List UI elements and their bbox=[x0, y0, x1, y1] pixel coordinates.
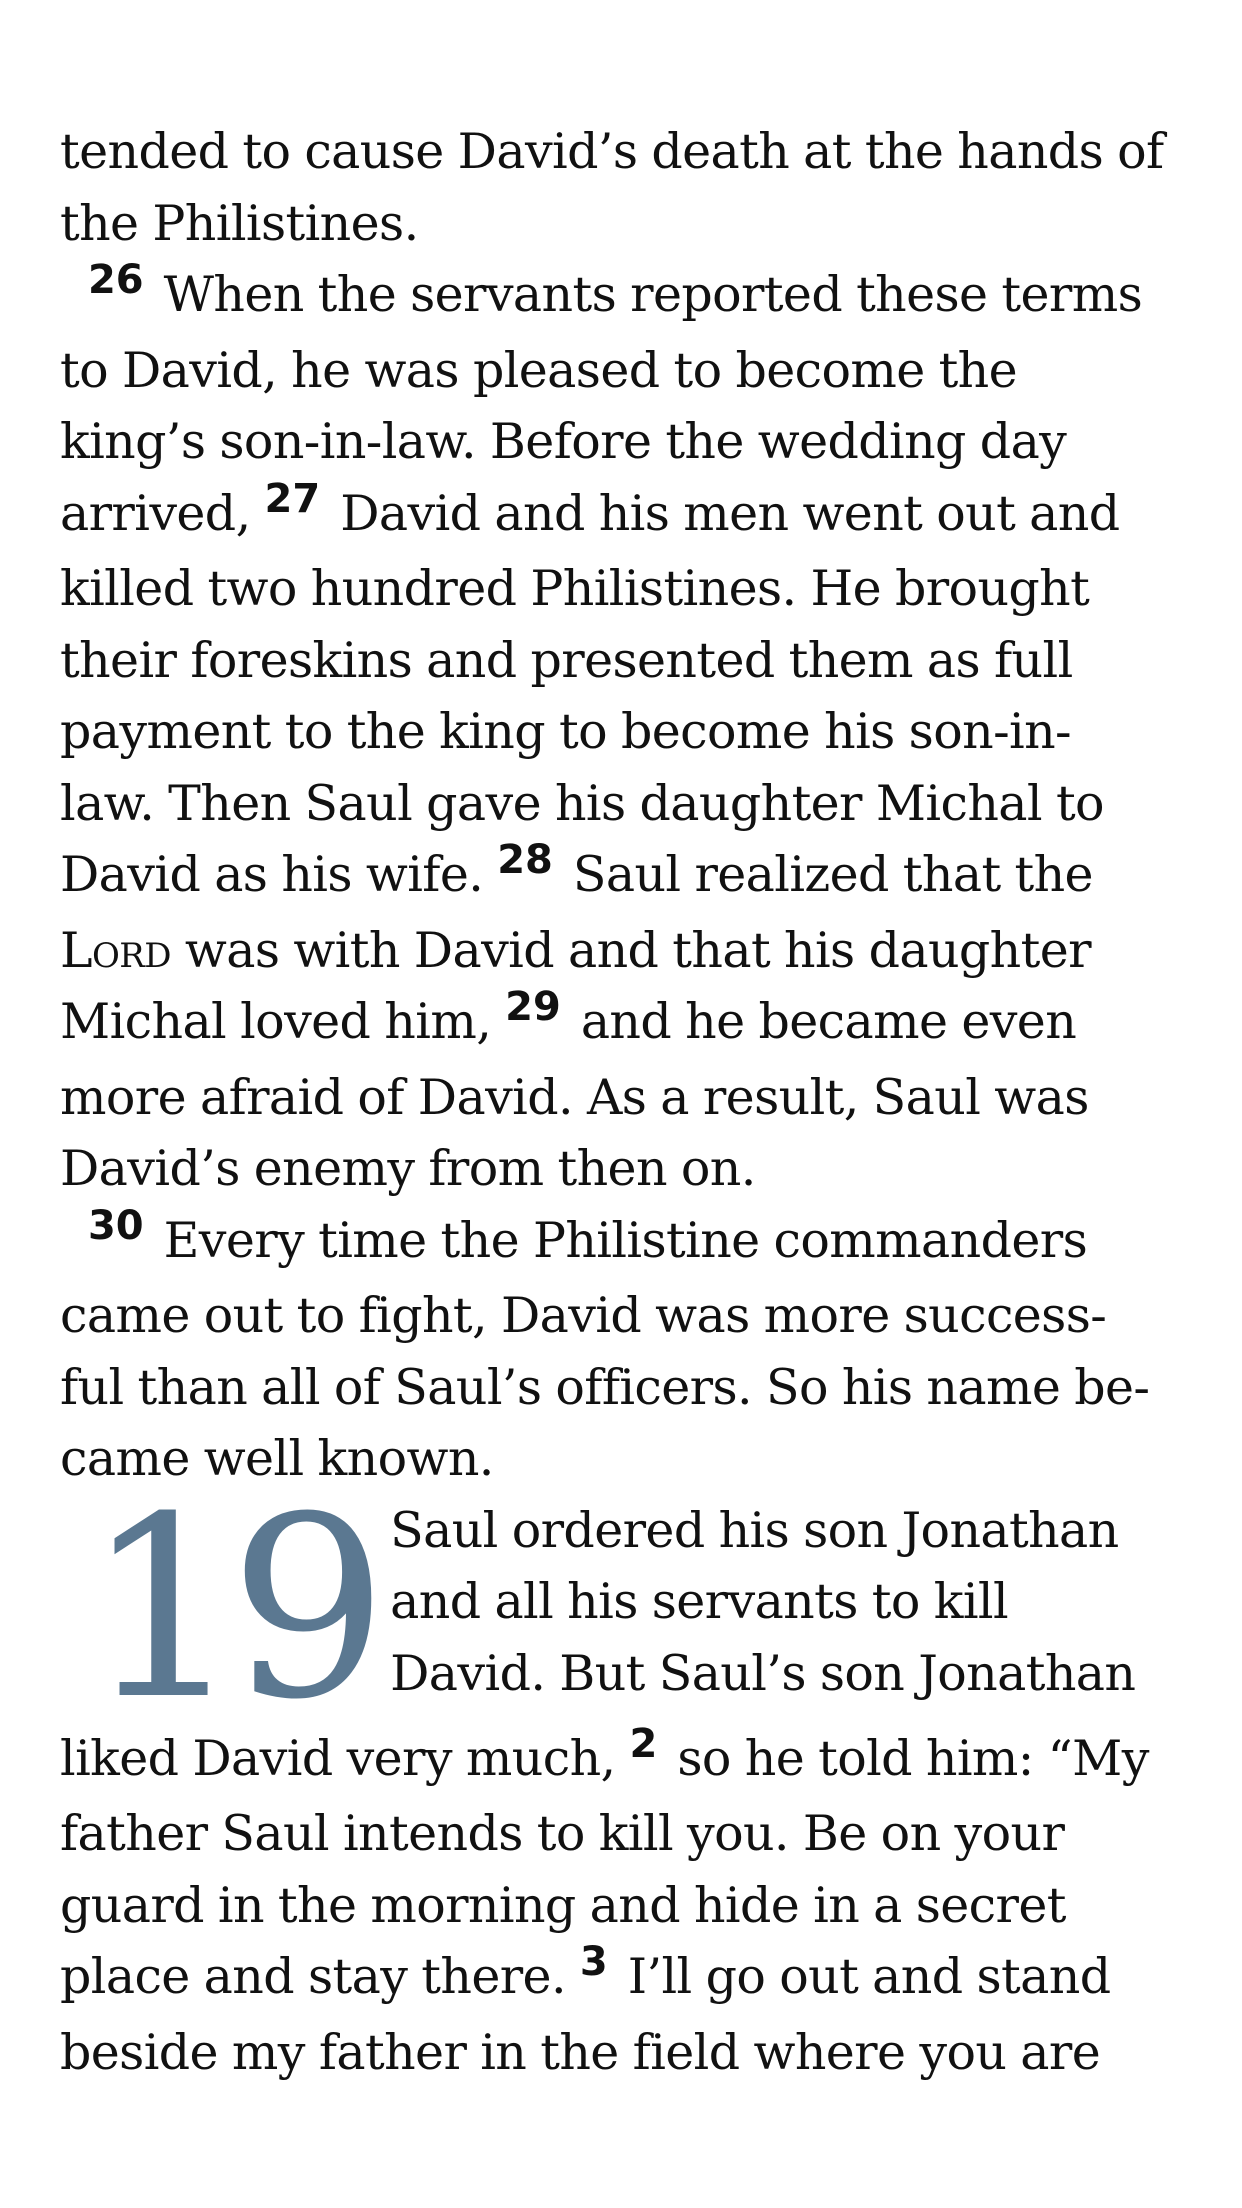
verse-text: place and stay there. bbox=[60, 1948, 566, 2005]
text-line bbox=[60, 1202, 1190, 1281]
verse-text: liked David very much, bbox=[60, 1729, 616, 1787]
verse-text: and he became even bbox=[580, 993, 1077, 1050]
text-line: guard in the morning and hide in a secret bbox=[60, 1876, 1066, 1934]
verse-number-26[interactable]: 26 bbox=[87, 257, 144, 303]
text-line bbox=[60, 986, 1190, 1062]
verse-number-2[interactable]: 2 bbox=[629, 1720, 658, 1767]
verse-text: so he told him: “My bbox=[677, 1729, 1149, 1787]
verse-number-3[interactable]: 3 bbox=[579, 1939, 608, 1985]
text-line bbox=[60, 1941, 1190, 2017]
text-line: tended to cause David’s death at the hands of bbox=[60, 123, 1164, 180]
text-line: ful than all of Saul’s officers. So his name be- bbox=[60, 1358, 1150, 1416]
verse-text: I’ll go out and stand bbox=[627, 1948, 1111, 2005]
verse-number-27[interactable]: 27 bbox=[264, 475, 321, 522]
text-line: Saul ordered his son Jonathan bbox=[390, 1501, 1119, 1559]
text-line: their foreskins and presented them as full bbox=[60, 631, 1073, 689]
text-line bbox=[60, 259, 1190, 335]
text-line: payment to the king to become his son-in- bbox=[60, 703, 1072, 760]
text-line: beside my father in the field where you are bbox=[60, 2023, 1101, 2081]
verse-number-30[interactable]: 30 bbox=[87, 1202, 144, 1249]
text-line bbox=[60, 915, 1190, 987]
verse-text: Every time the Philistine commanders bbox=[163, 1211, 1088, 1269]
verse-text: was with David and that his daughter bbox=[184, 921, 1091, 979]
verse-text: Michal loved him, bbox=[60, 993, 492, 1050]
verse-text: Saul realized that the bbox=[572, 846, 1093, 903]
text-line: the Philistines. bbox=[60, 194, 419, 252]
chapter-number-dropcap[interactable]: 19 bbox=[84, 1462, 375, 1754]
text-line: more afraid of David. As a result, Saul was bbox=[60, 1068, 1089, 1126]
text-line: killed two hundred Philistines. He brought bbox=[60, 560, 1090, 617]
text-line: came out to fight, David was more success- bbox=[60, 1287, 1107, 1344]
divine-name-lord: Lord bbox=[60, 921, 171, 979]
paragraph-verse-26 bbox=[60, 259, 1190, 1205]
text-line: came well known. bbox=[60, 1430, 494, 1487]
text-line: father Saul intends to kill you. Be on your bbox=[60, 1805, 1065, 1862]
text-line: king’s son-in-law. Before the wedding day bbox=[60, 413, 1067, 470]
reading-page bbox=[60, 116, 1190, 2088]
verse-number-28[interactable]: 28 bbox=[497, 837, 553, 883]
verse-text: David as his wife. bbox=[60, 846, 484, 903]
paragraph-verse-30 bbox=[60, 1202, 1190, 1495]
text-line: to David, he was pleased to become the bbox=[60, 341, 1018, 399]
text-line: David. But Saul’s son Jonathan bbox=[390, 1644, 1136, 1702]
chapter-19 bbox=[60, 1462, 1190, 2089]
text-line bbox=[60, 475, 1190, 554]
text-line bbox=[60, 839, 1190, 915]
text-line: law. Then Saul gave his daughter Michal to bbox=[60, 774, 1104, 832]
text-line: and all his servants to kill bbox=[390, 1573, 1009, 1630]
verse-text: arrived, bbox=[60, 484, 251, 542]
verse-text: When the servants reported these terms bbox=[163, 266, 1143, 323]
text-line bbox=[60, 1720, 1190, 1799]
verse-text: David and his men went out and bbox=[340, 484, 1120, 542]
verse-number-29[interactable]: 29 bbox=[505, 984, 561, 1030]
paragraph-continuation bbox=[60, 116, 1190, 259]
text-line: David’s enemy from then on. bbox=[60, 1140, 756, 1197]
